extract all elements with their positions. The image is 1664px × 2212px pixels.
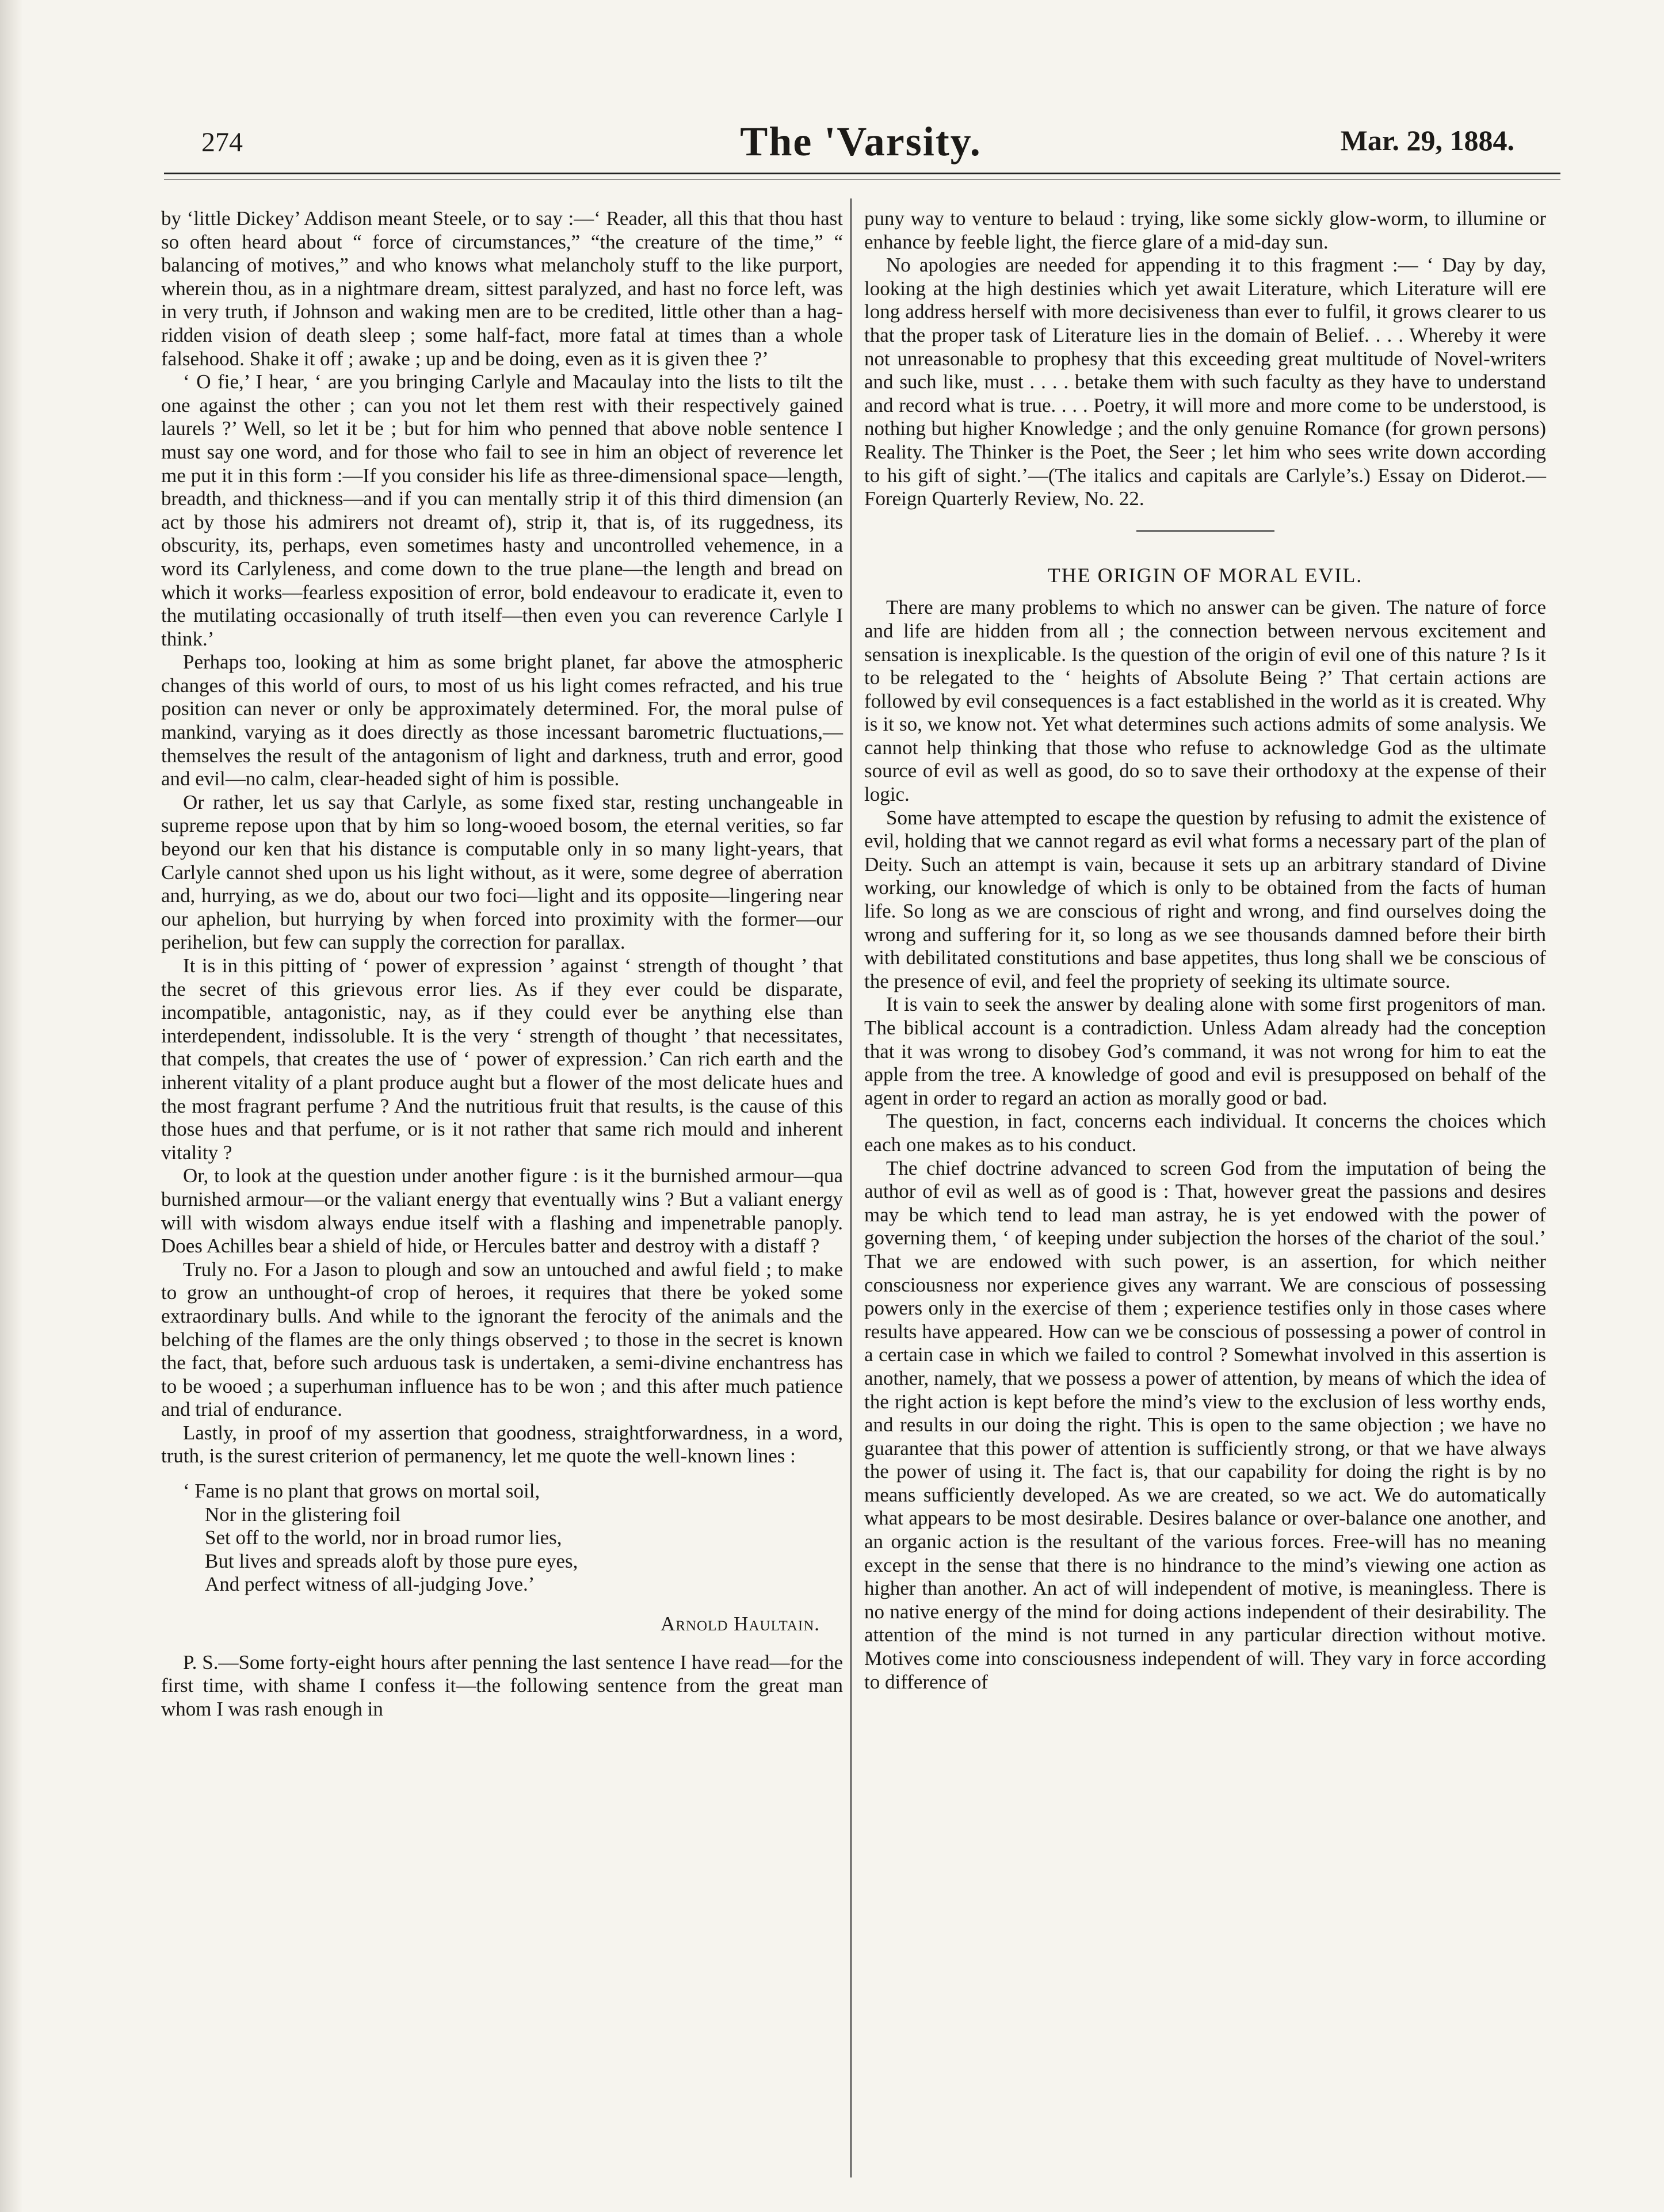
paragraph: Truly no. For a Jason to plough and sow an untouched and awful field ; to make to grow an unthought-of crop of heroes, it requires that there be yoked some extraordinary bulls. And while to the ignorant the ferocity of the animals and the belching of the flames are the only things observed ; to those in the secret is known the fact, that, before such arduous task is undertaken, a semi-divine enchantress has to be wooed ; a superhuman influence has to be won ; and this after much patience and trial of endurance. xyxy=(161,1258,843,1421)
poem-line: ‘ Fame is no plant that grows on mortal soil, xyxy=(183,1480,540,1503)
poem-line: Nor in the glistering foil xyxy=(205,1503,401,1526)
paragraph: The question, in fact, concerns each individual. It concerns the choices which each one makes as to his conduct. xyxy=(864,1110,1546,1156)
paragraph: No apologies are needed for appending it to this fragment :— ‘ Day by day, looking at the high destinies which yet await Literature, which Literature will ere long address herself with more decisiveness than ever to fulfil, it grows clearer to us that the proper task of Literature lies in the domain of Belief. . . . Whereby it were not unreasonable to prophesy that this exceeding great multitude of Novel-writers and such like, must . . . . betake them with such faculty as they have to understand and record what is true. . . . Poetry, it will more and more come to be understood, is nothing but higher Knowledge ; and the only genuine Romance (for grown persons) Reality. The Thinker is the Poet, the Seer ; let him who sees write down according to his gift of sight.’—(The italics and capitals are Carlyle’s.) Essay on Diderot.—Foreign Quarterly Review, No. 22. xyxy=(864,254,1546,510)
poem-line: But lives and spreads aloft by those pure eyes, xyxy=(205,1549,578,1572)
issue-date: Mar. 29, 1884. xyxy=(1340,124,1514,156)
header-rule xyxy=(164,173,1560,179)
paragraph: There are many problems to which no answer can be given. The nature of force and life are hidden from all ; the connection between nervous excitement and sensation is inexplicable. Is the question of the origin of evil one of this nature ? Is it to be relegated to the ‘ heights of Absolute Being ?’ That certain actions are followed by evil consequences is a fact established in the world as it is created. Why is it so, we know not. Yet what determines such actions admits of some analysis. We cannot help thinking that those who refuse to acknowledge God as the ultimate source of evil as well as good, do so to save their orthodoxy at the expense of their logic. xyxy=(864,596,1546,806)
column-divider xyxy=(850,198,852,2177)
paragraph: Or rather, let us say that Carlyle, as some fixed star, resting unchangeable in supreme repose upon that by him so long-wooed bosom, the eternal verities, so far beyond our ken that his distance is computable only in so many light-years, that Carlyle cannot shed upon us his light without, as it were, some degree of aberration and, hurrying, as we do, about our two foci—light and its opposite—lingering near our aphelion, but hurrying by when forced into proximity with the former—our perihelion, but few can supply the correction for parallax. xyxy=(161,790,843,954)
page-number: 274 xyxy=(201,127,243,158)
paragraph: Lastly, in proof of my assertion that goodness, straightforwardness, in a word, truth, is the surest criterion of permanency, let me quote the well-known lines : xyxy=(161,1421,843,1468)
postscript: P. S.—Some forty-eight hours after penning the last sentence I have read—for the first time, with shame I confess it—the following sentence from the great man whom I was rash enough in xyxy=(161,1651,843,1720)
paragraph: It is in this pitting of ‘ power of expression ’ against ‘ strength of thought ’ that the secret of this grievous error lies. As if they ever could be disparate, incompatible, antagonistic, nay, as if they could ever be anything else than interdependent, indissoluble. It is the very ‘ strength of thought ’ that necessitates, that compels, that creates the use of ‘ power of expression.’ Can rich earth and the inherent vitality of a plant produce aught but a flower of the most delicate hues and the most fragrant perfume ? And the nutritious fruit that results, is the cause of this those hues and that perfume, or is it not rather that same rich mould and inherent vitality ? xyxy=(161,954,843,1164)
left-column xyxy=(161,207,843,1721)
paragraph: ‘ O fie,’ I hear, ‘ are you bringing Carlyle and Macaulay into the lists to tilt the one against the other ; can you not let them rest with their respectively gained laurels ?’ Well, so let it be ; but for him who penned that above noble sentence I must say one word, and for those who fail to see in him an object of reverence let me put it in this form :—If you consider his life as three-dimensional space—length, breadth, and thickness—and if you can mentally strip it of this third dimension (an act by those his admirers not dreamt of), strip it, that is, of its ruggedness, its obscurity, its, perhaps, even sometimes hasty and uncontrolled vehemence, in a word its Carlyleness, and come down to the true plane—the length and bread on which it works—fearless exposition of error, bold endeavour to eradicate it, even to the mutilating occasionally of truth itself—then even you can reverence Carlyle I think.’ xyxy=(161,370,843,650)
section-title: THE ORIGIN OF MORAL EVIL. xyxy=(1047,563,1363,587)
paragraph: Or, to look at the question under another figure : is it the burnished armour—qua burnished armour—or the valiant energy that eventually wins ? But a valiant energy will with wisdom always endue itself with a flashing and impenetrable panoply. Does Achilles bear a shield of hide, or Hercules batter and destroy with a distaff ? xyxy=(161,1164,843,1258)
paragraph: by ‘little Dickey’ Addison meant Steele, or to say :—‘ Reader, all this that thou hast so often heard about “ force of circumstances,” “the creature of the time,” “ balancing of motives,” and who knows what melancholy stuff to the like purport, wherein thou, as in a nightmare dream, sittest paralyzed, and hast no force left, was in very truth, if Johnson and waking men are to be credited, little other than a hag-ridden vision of death sleep ; some half-fact, more fatal at times than a whole falsehood. Shake it off ; awake ; up and be doing, even as it is given thee ?’ xyxy=(161,207,843,370)
poem-quote xyxy=(183,1480,843,1596)
page-header xyxy=(161,118,1560,181)
paragraph: puny way to venture to belaud : trying, like some sickly glow-worm, to illumine or enhance by feeble light, the fierce glare of a mid-day sun. xyxy=(864,207,1546,253)
page-binding-shadow xyxy=(0,0,23,2212)
poem-line: Set off to the world, nor in broad rumor lies, xyxy=(205,1526,562,1549)
paragraph: It is vain to seek the answer by dealing alone with some first progenitors of man. The biblical account is a contradiction. Unless Adam already had the conception that it was wrong to disobey God’s command, it was not wrong for him to eat the apple from the tree. A knowledge of good and evil is presupposed on behalf of the agent in order to regard an action as morally good or bad. xyxy=(864,993,1546,1109)
paragraph: Perhaps too, looking at him as some bright planet, far above the atmospheric changes of this world of ours, to most of us his light comes refracted, and his true position can never or only be approximately determined. For, the moral pulse of mankind, varying as it does directly as those incessant barometric fluctuations,—themselves the result of the antagonism of light and darkness, truth and error, good and evil—no calm, clear-headed sight of him is possible. xyxy=(161,651,843,790)
section-separator xyxy=(1136,530,1274,532)
masthead-title: The 'Varsity. xyxy=(740,119,982,165)
author-signature: Arnold Haultain. xyxy=(661,1613,820,1636)
paragraph: The chief doctrine advanced to screen God from the imputation of being the author of evil as well as of good is : That, however great the passions and desires may be which tend to lead man astray, he is yet endowed with the power of governing them, ‘ of keeping under subjection the horses of the chariot of the soul.’ That we are endowed with such power, is an assertion, for which neither consciousness nor experience gives any warrant. We are conscious of possessing powers only in the exercise of them ; experience testifies only in those cases where results have appeared. How can we be conscious of possessing a power of control in a certain case in which we failed to control ? Somewhat involved in this assertion is another, namely, that we possess a power of attention, by means of which the idea of the right action is kept before the mind’s view to the exclusion of less worthy ends, and results in our doing the right. This is open to the same objection ; we have no guarantee that this power of attention is sufficiently strong, or that we have always the power of using it. The fact is, that our capability for doing the right is by no means sufficiently developed. As we are created, so we act. We do automatically what appears to be most desirable. Desires balance or over-balance one another, and an organic action is the resultant of the various forces. Free-will has no meaning except in the sense that there is no hindrance to the mind’s viewing one action as higher than another. An act of will independent of motive, is meaningless. There is no native energy of the mind for doing actions independent of their desirability. The attention of the mind is not turned in any particular direction without motive. Motives come into consciousness independent of will. They vary in force according to difference of xyxy=(864,1156,1546,1693)
poem-line: And perfect witness of all-judging Jove.’ xyxy=(205,1573,535,1596)
right-column xyxy=(864,207,1546,1694)
paragraph: Some have attempted to escape the question by refusing to admit the existence of evil, holding that we cannot regard as evil what forms a necessary part of the plan of Deity. Such an attempt is vain, because it sets up an arbitrary standard of Divine working, our knowledge of which is only to be obtained from the facts of human life. So long as we are conscious of right and wrong, and find ourselves doing the wrong and suffering for it, so long as we see thousands damned before their birth with debilitated constitutions and base appetites, thus long shall we be conscious of the presence of evil, and feel the propriety of seeking its ultimate source. xyxy=(864,806,1546,992)
